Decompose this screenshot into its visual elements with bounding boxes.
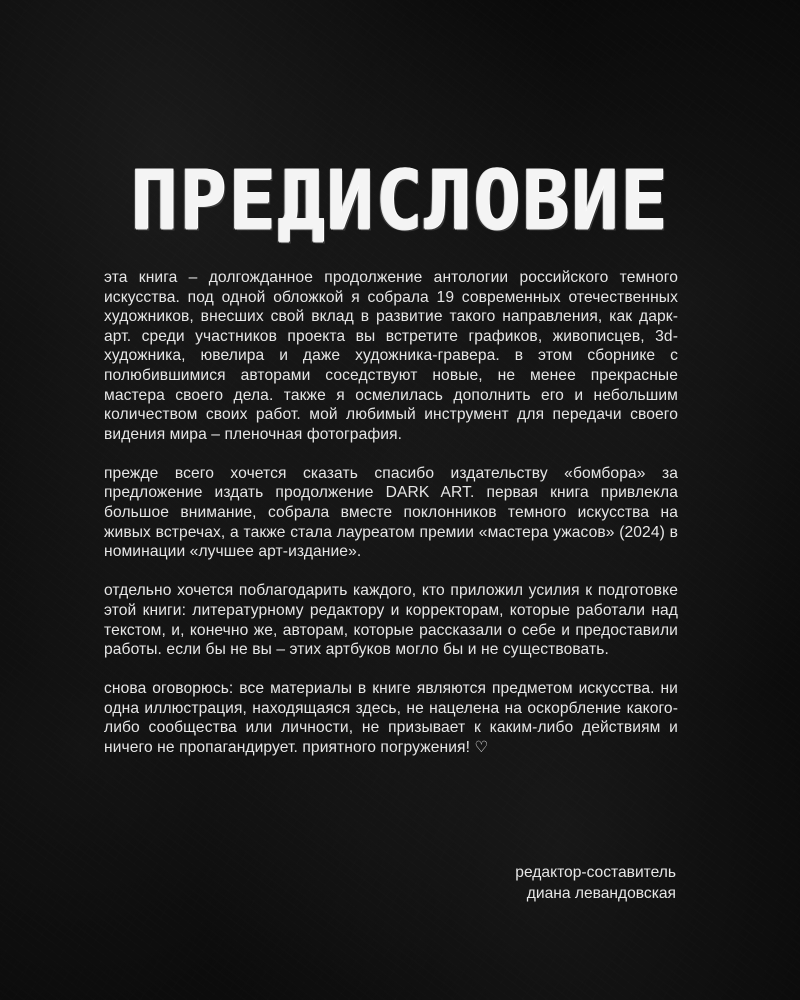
- signature-block: [515, 862, 676, 904]
- preface-body: [104, 268, 678, 777]
- paragraph-thanks-team: отдельно хочется поблагодарить каждого, кто приложил усилия к подготовке этой книги: литературному редактору и корректорам, которые работали над текстом, и, конечно же, авторам, которые рассказали о себе и предоставили работы. если бы не вы – этих артбуков могло бы и не существовать.: [104, 582, 678, 659]
- signature-name: диана левандовская: [526, 885, 676, 902]
- signature-role: редактор-составитель: [515, 864, 676, 881]
- page-title: ПРЕДИСЛОВИЕ: [130, 154, 670, 249]
- paragraph-thanks-publisher: прежде всего хочется сказать спасибо издательству «бомбора» за предложение издать продолжение DARK ART. первая книга привлекла большое внимание, собрала вместе поклонников темного искусства на живых встречах, а также стала лауреатом премии «мастера ужасов» (2024) в номинации «лучшее арт-издание».: [104, 464, 678, 561]
- paragraph-intro: эта книга – долгожданное продолжение антологии российского темного искусства. под одной обложкой я собрала 19 современных отечественных художников, внесших свой вклад в развитие такого направления, как дарк-арт. среди участников проекта вы встретите графиков, живописцев, 3d-художника, ювелира и даже художника-гравера. в этом сборнике с полюбившимися авторами соседствуют новые, не менее прекрасные мастера своего дела. также я осмелилась дополнить его и небольшим количеством своих работ. мой любимый инструмент для передачи своего видения мира – пленочная фотография.: [104, 269, 678, 443]
- paragraph-disclaimer: снова оговорюсь: все материалы в книге являются предметом искусства. ни одна иллюстрация, находящаяся здесь, не нацелена на оскорбление какого-либо сообщества или личности, не призывает к каким-либо действиям и ничего не пропагандирует. приятного погружения! ♡: [104, 680, 678, 756]
